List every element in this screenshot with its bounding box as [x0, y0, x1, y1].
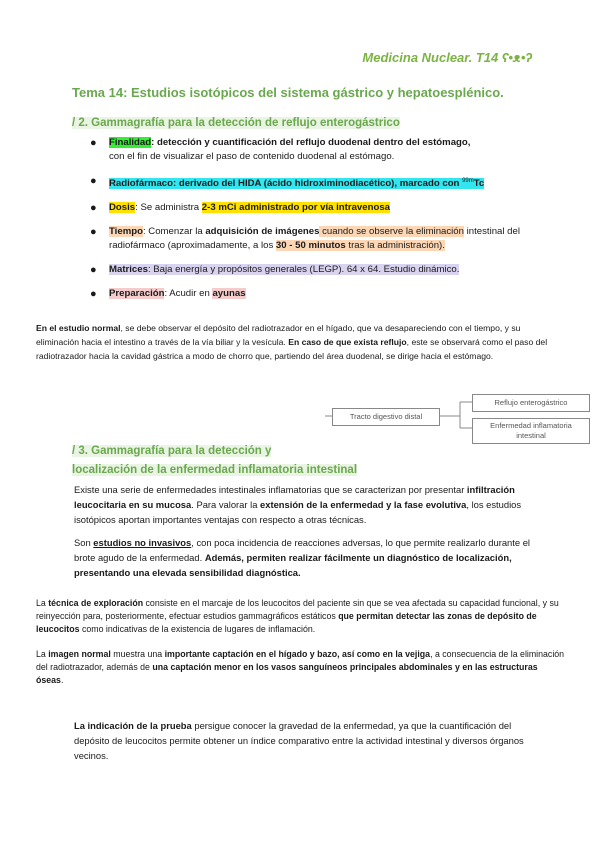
page-title: Tema 14: Estudios isotópicos del sistema gástrico y hepatoesplénico.	[72, 85, 504, 100]
paragraph-technique: La técnica de exploración consiste en el marcaje de los leucocitos del paciente sin que se vea afectada su capacidad funcional, y su reinyección para, posteriormente, efectuar estudios gammagráficos estáticos que permitan detectar las zonas de depósito de leucocitos como indicativas de la existencia de lugares de inflamación.	[36, 598, 559, 634]
diagram-root-box: Tracto digestivo distal	[332, 408, 440, 426]
bullet-icon: ●	[90, 288, 97, 301]
list-item: ● Preparación: Acudir en ayunas	[90, 288, 246, 301]
course-header: Medicina Nuclear. T14 ʕ•ᴥ•ʔ	[362, 50, 532, 65]
paragraph-normal-image: La imagen normal muestra una importante captación en el hígado y bazo, así como en la vejiga, a consecuencia de la eliminación del radiotrazador, además de una captación menor en los vasos sanguíneos principales abdominales y en las estructuras óseas.	[36, 649, 565, 685]
bullet-icon: ●	[90, 175, 97, 187]
paragraph-ibd-intro: Existe una serie de enfermedades intestinales inflamatorias que se caracterizan por presentar infiltración leucocitaria en su mucosa. Para valorar la extensión de la enfermedad y la fase evolutiva, los estudios isotópicos aportan importantes ventajas con respecto a otras técnicas.	[74, 484, 522, 525]
diagram-child-box: Enfermedad inflamatoria intestinal	[472, 418, 590, 444]
bullet-icon: ●	[90, 202, 97, 215]
bullet-icon: ●	[90, 226, 97, 239]
bullet-icon: ●	[90, 137, 97, 149]
list-item: ● Radiofármaco: derivado del HIDA (ácido hidroximinodiacético), marcado con $^{99m}$Tc	[90, 175, 485, 190]
paragraph-non-invasive: Son estudios no invasivos, con poca incidencia de reacciones adversas, lo que permite realizarlo durante el brote agudo de la enfermedad. Además, permiten realizar fácilmente un diagnóstico de localización, presentando una elevada sensibilidad diagnóstica.	[74, 537, 530, 578]
diagram-child-box: Reflujo enterogástrico	[472, 394, 590, 412]
bullet-icon: ●	[90, 264, 97, 277]
list-item: ● Matrices: Baja energía y propósitos generales (LEGP). 64 x 64. Estudio dinámico.	[90, 264, 460, 277]
paragraph-indication: La indicación de la prueba persigue conocer la gravedad de la enfermedad, ya que la cuantificación del depósito de leucocitos permite obtener un índice comparativo entre la actividad intestinal y diversos órganos vecinos.	[74, 720, 524, 761]
section-2-heading: / 2. Gammagrafía para la detección de reflujo enterogástrico	[72, 117, 400, 129]
list-item: ● Tiempo: Comenzar la adquisición de imágenes cuando se observe la eliminación intestinal del radiofármaco (aproximadamente, a los 30 - 50 minutos tras la administración).	[90, 226, 520, 252]
list-item: ● Dosis: Se administra 2-3 mCi administrado por vía intravenosa	[90, 202, 390, 215]
section-3-heading: / 3. Gammagrafía para la detección y localización de la enfermedad inflamatoria intestinal	[72, 445, 358, 476]
paragraph-normal-study: En el estudio normal, se debe observar el depósito del radiotrazador en el hígado, que va desapareciendo con el tiempo, y su eliminación hacia el intestino a través de la vía biliar y la vesícula. En caso de que exista reflujo, este se observará como el paso del radiotrazador hacia la cavidad gástrica a modo de chorro que, partiendo del área duodenal, se dirige hacia el estómago.	[36, 323, 548, 361]
list-item: ● Finalidad: detección y cuantificación del reflujo duodenal dentro del estómago, con el fin de visualizar el paso de contenido duodenal al estómago.	[90, 137, 471, 162]
